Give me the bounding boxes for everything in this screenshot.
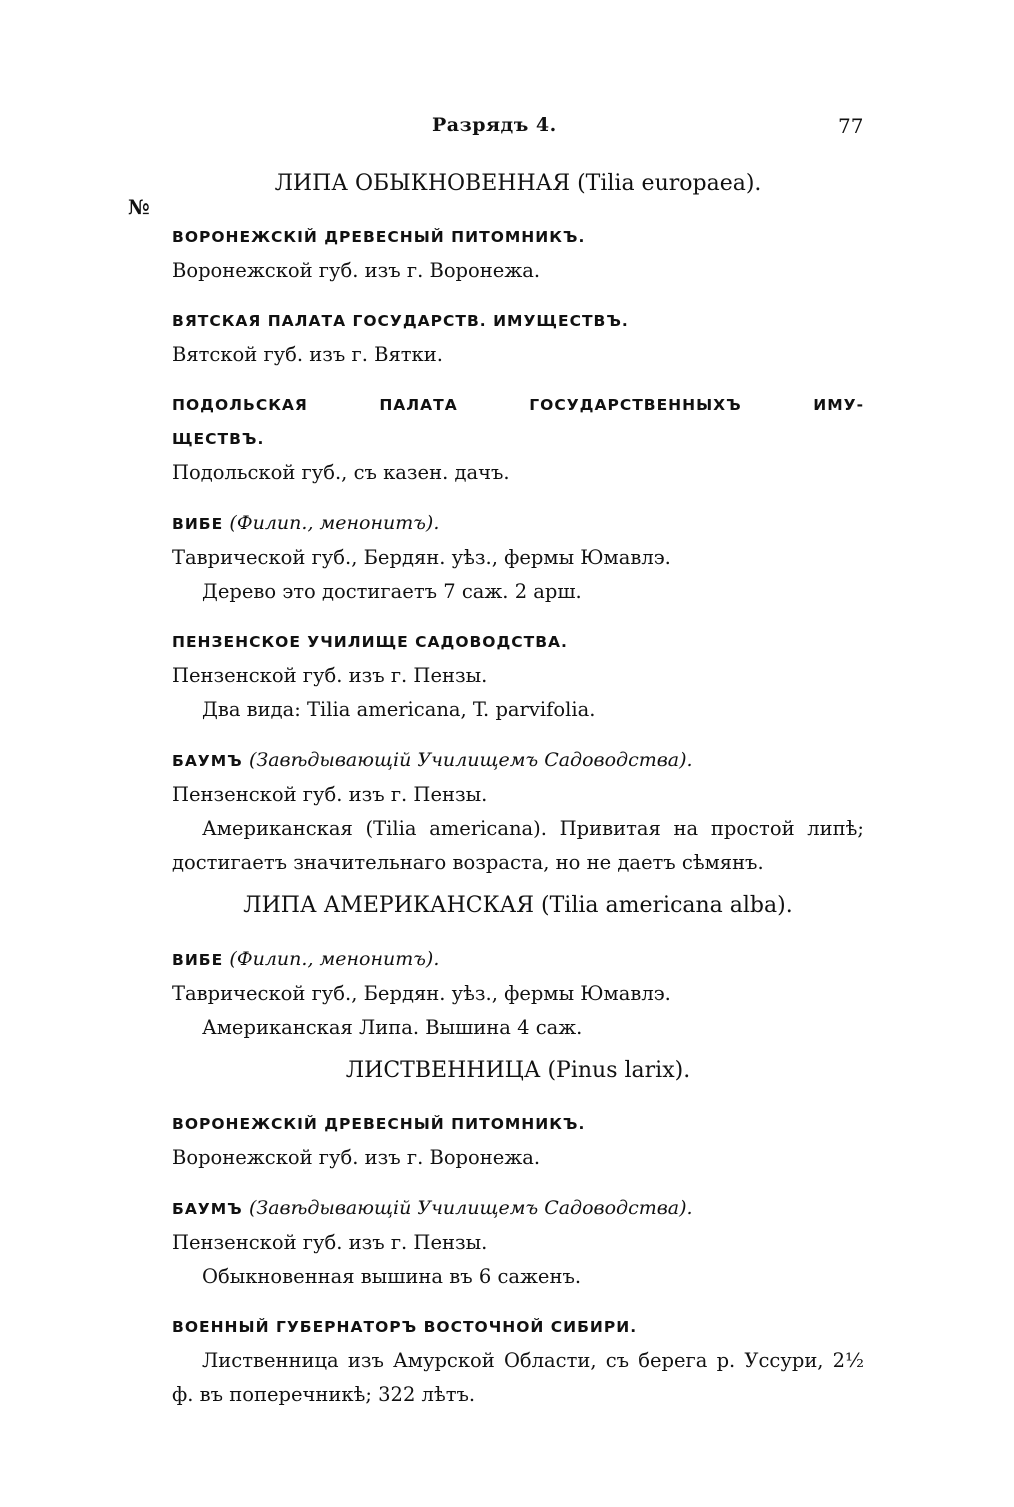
entry-location: Пензенской губ. изъ г. Пензы. bbox=[172, 1231, 488, 1254]
entry-note: Дерево это достигаетъ 7 саж. 2 арш. bbox=[202, 580, 582, 603]
page-number: 77 bbox=[838, 114, 864, 138]
person-name: ВИБЕ bbox=[172, 951, 224, 969]
person-role: (Филип., менонитъ). bbox=[229, 512, 440, 534]
species-heading: ЛИСТВЕННИЦА (Pinus larix). bbox=[345, 1058, 691, 1083]
person-role: (Завѣдывающій Училищемъ Садоводства). bbox=[248, 749, 693, 771]
entry-location: Воронежской губ. изъ г. Воронежа. bbox=[172, 259, 541, 282]
page-header bbox=[0, 114, 1014, 144]
entry-note: Американская Липа. Вышина 4 саж. bbox=[202, 1016, 583, 1039]
entry-organization: ВОРОНЕЖСКІЙ ДРЕВЕСНЫЙ ПИТОМНИКЪ. bbox=[172, 1115, 586, 1133]
entry-location: Пензенской губ. изъ г. Пензы. bbox=[172, 783, 488, 806]
entry-location: Пензенской губ. изъ г. Пензы. bbox=[172, 664, 488, 687]
entry-location: Таврической губ., Бердян. уѣз., фермы Юмавлэ. bbox=[172, 982, 671, 1005]
entry-person bbox=[172, 1191, 864, 1226]
entry-location: Вятской губ. изъ г. Вятки. bbox=[172, 343, 443, 366]
entry-note: Лиственница изъ Амурской Области, съ берега р. Уссури, 2½ ф. въ поперечникѣ; 322 лѣтъ. bbox=[172, 1349, 864, 1406]
entry-location: Таврической губ., Бердян. уѣз., фермы Юмавлэ. bbox=[172, 546, 671, 569]
person-role: (Филип., менонитъ). bbox=[229, 948, 440, 970]
entry-organization: ВОРОНЕЖСКІЙ ДРЕВЕСНЫЙ ПИТОМНИКЪ. bbox=[172, 228, 586, 246]
person-role: (Завѣдывающій Училищемъ Садоводства). bbox=[248, 1197, 693, 1219]
running-title: Разрядъ 4. bbox=[432, 114, 557, 136]
number-mark: № bbox=[128, 195, 150, 219]
entry-organization: ВЯТСКАЯ ПАЛАТА ГОСУДАРСТВ. ИМУЩЕСТВЪ. bbox=[172, 312, 629, 330]
species-heading: ЛИПА АМЕРИКАНСКАЯ (Tilia americana alba). bbox=[243, 893, 793, 918]
entry-location: Подольской губ., съ казен. дачъ. bbox=[172, 461, 510, 484]
entry-organization: ПОДОЛЬСКАЯ ПАЛАТА ГОСУДАРСТВЕННЫХЪ ИМУ- bbox=[172, 396, 864, 414]
entry-organization-cont: ЩЕСТВЪ. bbox=[172, 430, 265, 448]
entry-note: Обыкновенная вышина въ 6 саженъ. bbox=[202, 1265, 582, 1288]
entry-organization: ВОЕННЫЙ ГУБЕРНАТОРЪ ВОСТОЧНОЙ СИБИРИ. bbox=[172, 1318, 638, 1336]
entry-person bbox=[172, 506, 864, 541]
entry-location: Воронежской губ. изъ г. Воронежа. bbox=[172, 1146, 541, 1169]
entry-person bbox=[172, 942, 864, 977]
main-content bbox=[172, 168, 864, 1412]
person-name: ВИБЕ bbox=[172, 515, 224, 533]
entry-organization: ПЕНЗЕНСКОЕ УЧИЛИЩЕ САДОВОДСТВА. bbox=[172, 633, 568, 651]
species-heading: ЛИПА ОБЫКНОВЕННАЯ (Tilia europaea). bbox=[274, 171, 762, 196]
person-name: БАУМЪ bbox=[172, 1200, 243, 1218]
entry-note: Американская (Tilia americana). Привитая на простой липѣ; достигаетъ значительнаго возраста, но не даетъ сѣмянъ. bbox=[172, 817, 864, 874]
entry-person bbox=[172, 743, 864, 778]
entry-note: Два вида: Tilia americana, T. parvifolia. bbox=[202, 698, 596, 721]
person-name: БАУМЪ bbox=[172, 752, 243, 770]
